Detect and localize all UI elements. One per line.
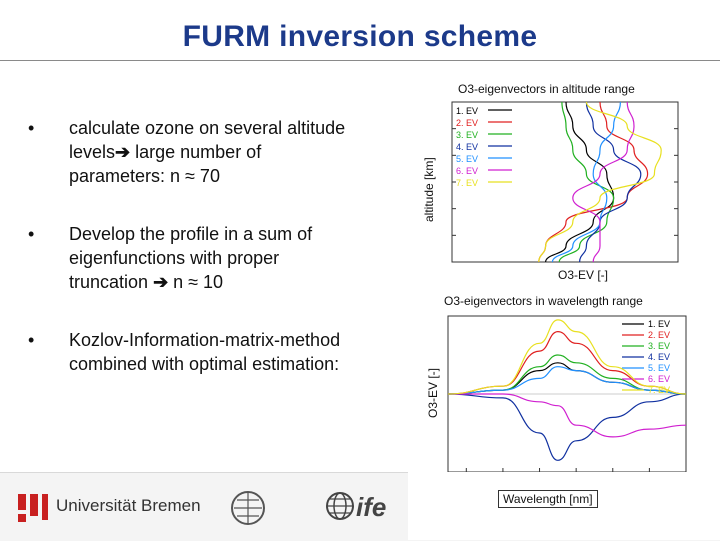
legend-label-4: 4. EV xyxy=(456,142,479,152)
chart2-ylabel: O3-EV [-] xyxy=(426,367,440,418)
legend-label-1: 1. EV xyxy=(648,319,671,329)
bullet-line: Kozlov-Information-matrix-method xyxy=(69,330,341,350)
legend-label-5: 5. EV xyxy=(456,154,479,164)
legend-label-3: 3. EV xyxy=(648,341,671,351)
bullet-line: calculate ozone on several altitude xyxy=(69,118,346,138)
altitude-eigenvector-chart xyxy=(440,96,690,268)
legend-label-6: 6. EV xyxy=(456,166,479,176)
legend-label-7: 7. EV xyxy=(456,178,479,188)
bullet-dot: • xyxy=(28,224,35,244)
bullet-line: eigenfunctions with proper xyxy=(69,248,280,268)
bullet-line: levels➔ large number of xyxy=(69,142,262,162)
chart1-ylabel: altitude [km] xyxy=(422,157,436,222)
bullet-text xyxy=(69,116,399,188)
legend-label-4: 4. EV xyxy=(648,352,671,362)
bullet-dot: • xyxy=(28,118,35,138)
legend-label-6: 6. EV xyxy=(648,374,671,384)
institute-emblem-icon xyxy=(228,488,268,528)
slide-title: FURM inversion scheme xyxy=(182,20,538,53)
bullet-line: combined with optimal estimation: xyxy=(69,354,340,374)
university-seal-icon xyxy=(14,490,50,526)
globe-icon xyxy=(324,490,356,522)
title-divider xyxy=(0,60,720,61)
ife-logo-text: ife xyxy=(356,492,387,522)
legend-label-1: 1. EV xyxy=(456,106,479,116)
legend-label-5: 5. EV xyxy=(648,363,671,373)
university-name: Universität Bremen xyxy=(56,496,201,515)
bullet-dot: • xyxy=(28,330,35,350)
wavelength-eigenvector-chart xyxy=(440,310,700,492)
bullet-text xyxy=(69,222,399,294)
bullet-line: Develop the profile in a sum of xyxy=(69,224,313,244)
bullet-text xyxy=(69,328,399,376)
bullet-line: truncation ➔ n ≈ 10 xyxy=(69,272,224,292)
arrow-icon: ➔ xyxy=(115,142,131,162)
legend-label-7: 7. EV xyxy=(648,385,671,395)
chart1-title: O3-eigenvectors in altitude range xyxy=(458,82,635,96)
legend-label-2: 2. EV xyxy=(456,118,479,128)
chart2-xlabel: Wavelength [nm] xyxy=(498,490,598,508)
legend-label-2: 2. EV xyxy=(648,330,671,340)
chart2-title: O3-eigenvectors in wavelength range xyxy=(444,294,643,308)
arrow-icon: ➔ xyxy=(153,272,169,292)
bullet-line: parameters: n ≈ 70 xyxy=(69,166,220,186)
legend-label-3: 3. EV xyxy=(456,130,479,140)
chart1-xlabel: O3-EV [-] xyxy=(558,268,609,282)
